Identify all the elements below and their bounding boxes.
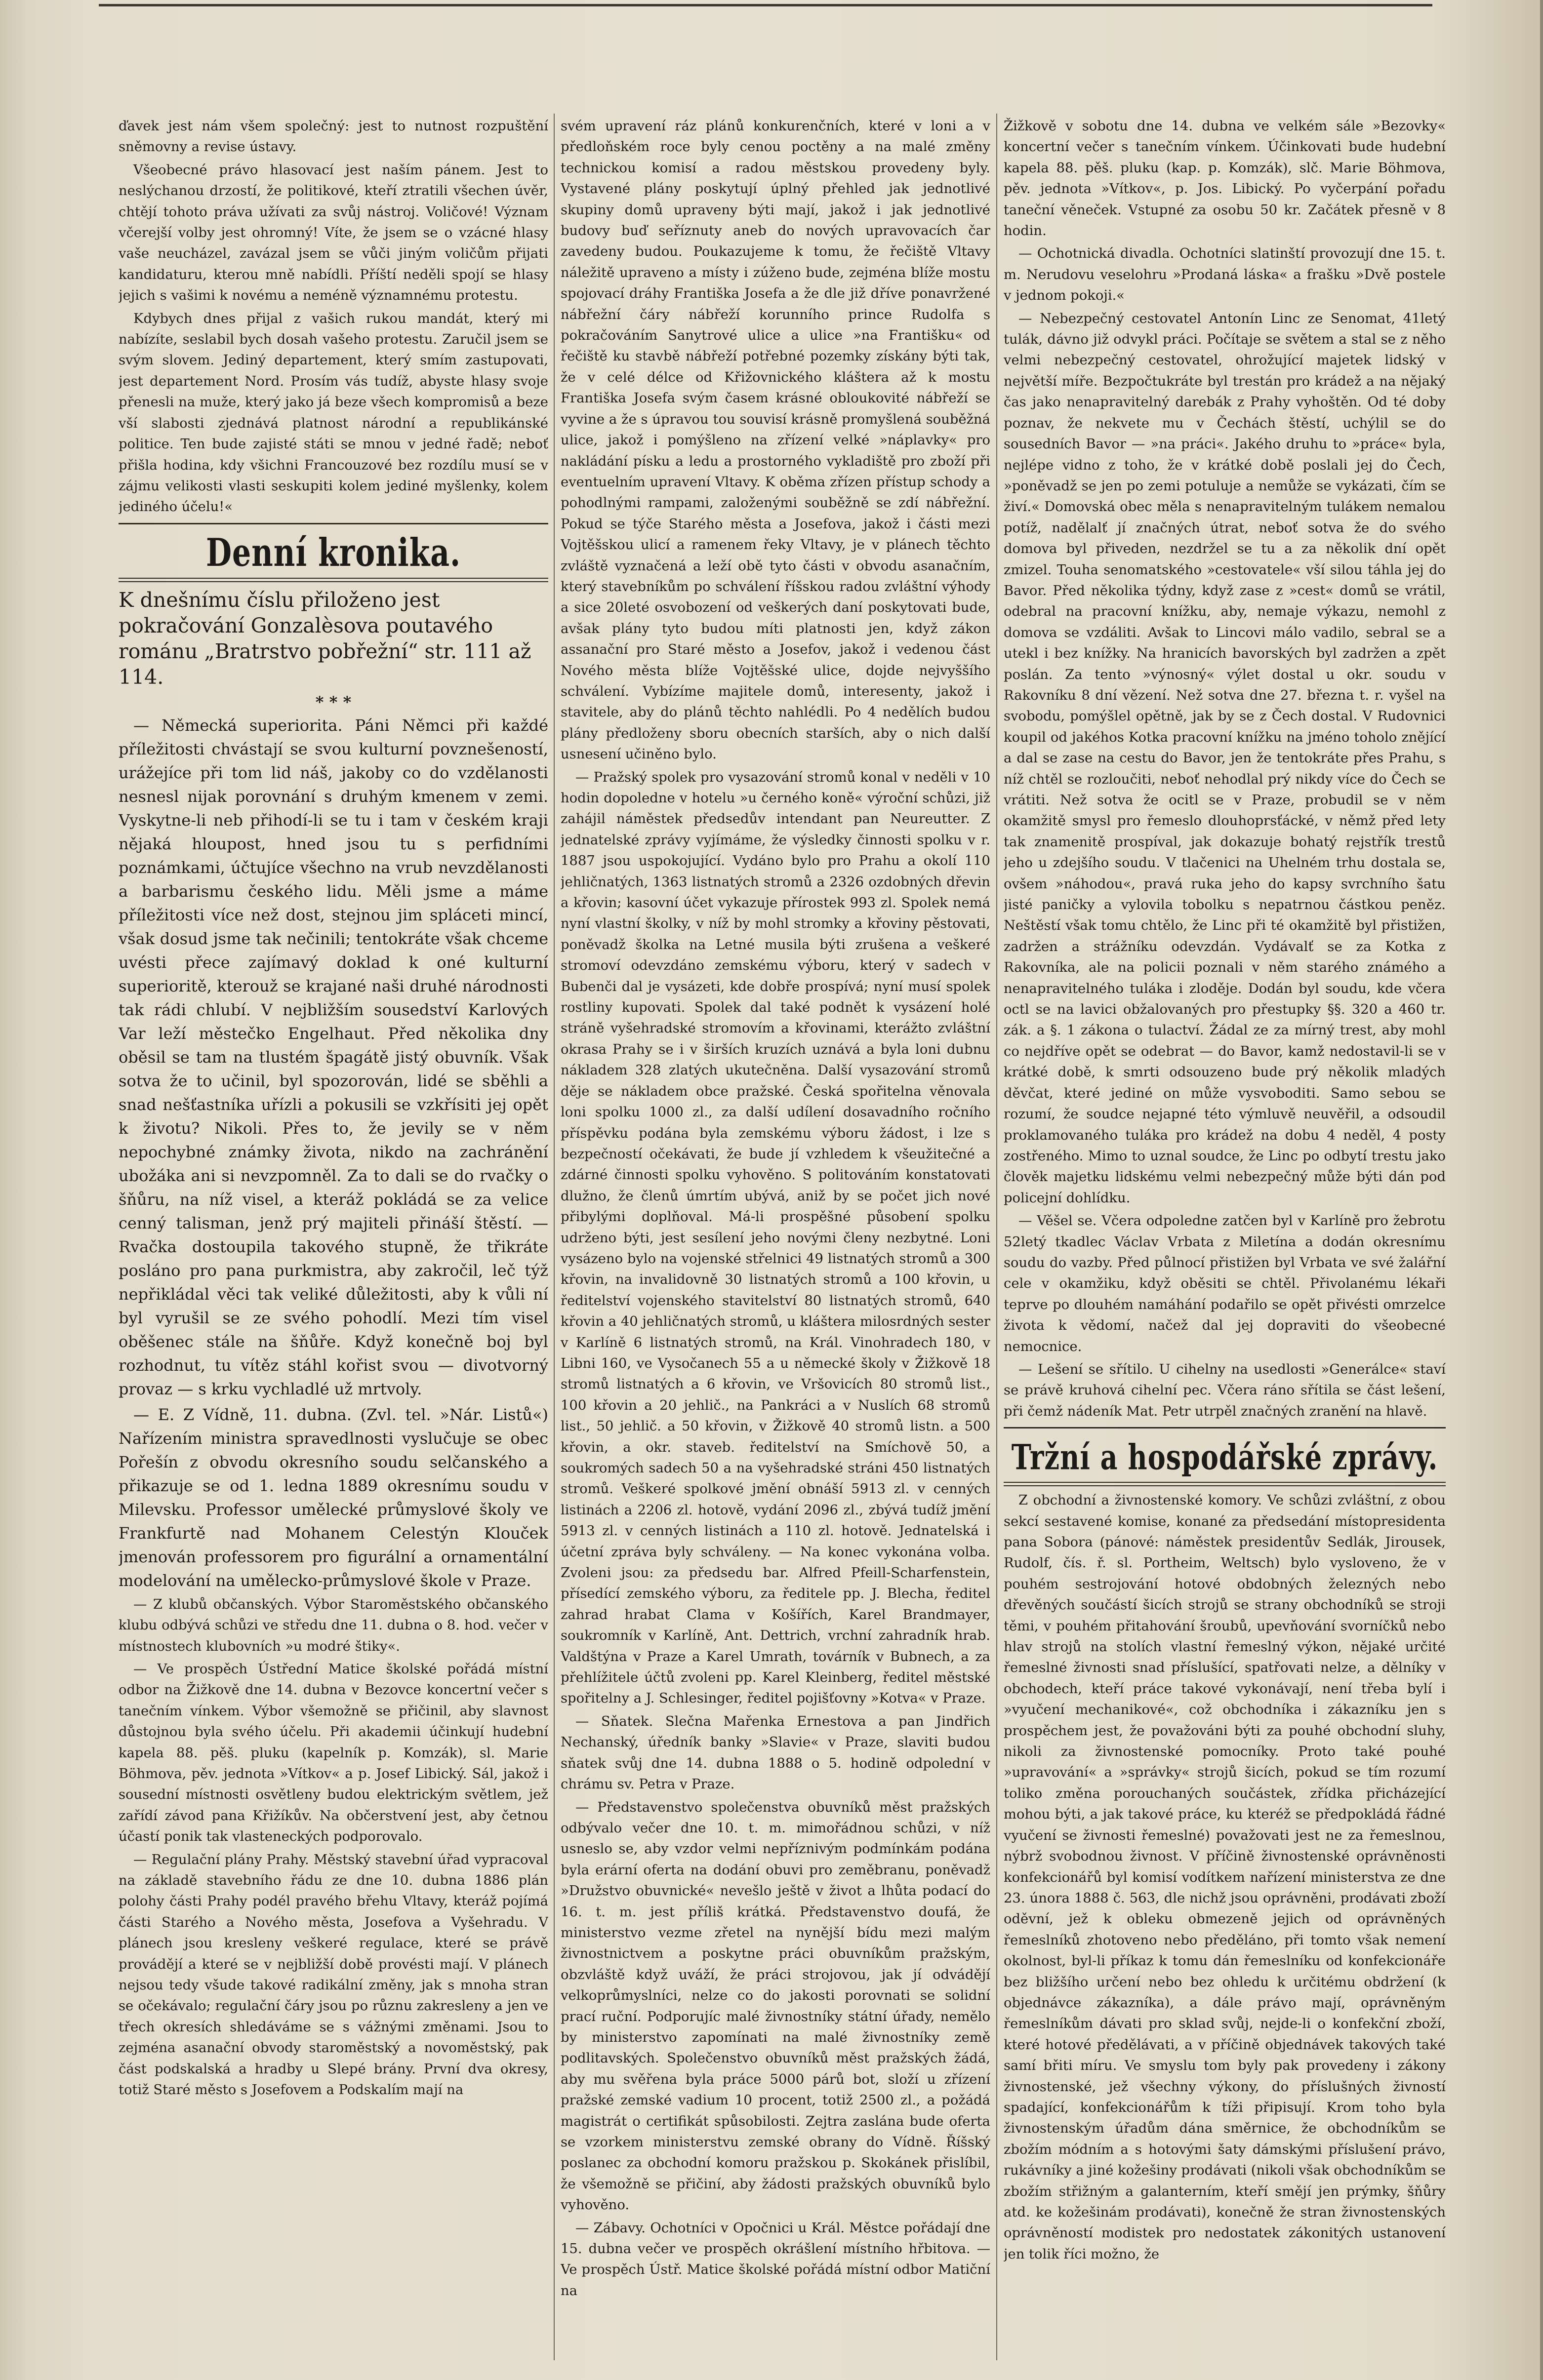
page-edge: [1540, 0, 1543, 2380]
separator-stars: * * *: [315, 692, 352, 712]
supplement-notice: K dnešnímu číslu přiloženo jest pokračování Gonzalèsova poutavého románu „Bratrstvo pobřežní“ str. 111 až 114.: [119, 588, 531, 689]
article-regulation-plans: — Regulační plány Prahy. Městský stavební úřad vypracoval na základě stavebního řádu ze dne 10. dubna 1886 plán polohy části Prahy podél pravého břehu Vltavy, kteráž pojímá části Starého a Nového města, Josefova a Vyšehradu. V plánech jsou kresleny veškeré regulace, které se právě provádějí a které se v nejbližší době provésti mají. V plánech nejsou tedy všude takové radikální změny, jak s mnoha stran se očekávalo; regulační čáry jsou po různu zakresleny a jen ve třech okresích shledáváme se s vážnými změnami. Jsou to zejména asanační obvody staroměstský a novoměstský, pak část podskalská a hradby u Slepé brány. První dva okresy, totiž Staré město s Josefovem a Podskalím mají na: [119, 1852, 548, 2098]
column-middle: [561, 116, 990, 2365]
article-dangerous-traveller: — Nebezpečný cestovatel Antonín Linc ze Senomat, 41letý tulák, dávno již odvykl práci. Počítaje se světem a stal se z něho velmi nebezpečný cestovatel, ohrožující majetek lidský v největší míře. Bezpočtukráte byl trestán pro krádež a na nějaký čas jako nenapravitelný darebák z Prahy vyhoštěn. Od té doby poznav, že nekvete mu v Čechách štěstí, uchýlil se do sousedních Bavor — »na práci«. Jakého druhu to »práce« byla, nejlépe vidno z toho, že v krátké době poslali jej do Čech, »poněvadž se jen po zemi potuluje a nemůže se vykázati, čím se živí.« Domovská obec měla s nenapravitelným tulákem nemalou potíž, nadělalť jí značných útrat, neboť sotva že do svého domova byl přiveden, nezdržel se tu a za několik dní opět zmizel. Touha senomatského »cestovatele« vší silou táhla jej do Bavor. Před několika týdny, když zase z »cest« domů se vrátil, odebral na pracovní knížku, aby, nemaje výkazu, nemohl z domova se vzdáliti. Avšak to Lincovi málo vadilo, sebral se a utekl i bez knížky. Na hranicích bavorských byl zadržen a zpět poslán. Za tento »výnosný« výlet dostal u okr. soudu v Rakovníku 8 dní vězení. Než sotva dne 27. března t. r. vyšel na svobodu, pomýšlel opětně, jak by se z Čech dostal. V Rudovnici koupil od jakéhos Kotka pracovní knížku na jméno toholo znějící a dal se zase na cestu do Bavor, jen že tentokráte přes Prahu, s níž chtěl se rozloučiti, neboť nehodlal prý nikdy více do Čech se vrátiti. Než sotva že ocitl se v Praze, probudil se v něm okamžitě smysl pro řemeslo dlouhoprsťácké, v němž před lety tak znamenitě prospíval, jak dokazuje bohatý rejstřík trestů jeho u zdejšího soudu. V tlačenici na Uhelném trhu dostala se, ovšem »náhodou«, pravá ruka jeho do kapsy svrchního šatu jisté paničky a vylovila tobolku s nepatrnou částkou peněz. Neštěstí však tomu chtělo, že Linc při té okamžitě byl přistižen, zadržen a strážníku odevzdán. Vydávalť se za Kotka z Rakovníka, ale na policii poznali v něm starého známého a nenapravitelného tuláka i zloděje. Dodán byl soudu, kde včera octl se na lavici obžalovaných pro přestupky §§. 320 a 460 tr. zák. a §. 1 zákona o tulactví. Žádal ze za mírný trest, aby mohl co nejdříve opět se odebrat — do Bavor, kamž nedostavil-li se v krátké době, k smrti odsouzeno bude prý několik mladých děvčat, které jediné on může vysvoboditi. Samo sebou se rozumí, že soudce nejapné této výmluvě neuvěřil, a odsoudil proklamovaného tuláka pro krádež na dobu 4 neděl, 4 posty zostřeného. Mimo to uznal soudce, že Linc po odbytí trestu jako člověk majetku lidskému velmi nebezpečný může býti dán pod policejní dohlídku.: [1004, 311, 1446, 1206]
top-rule: [99, 4, 1432, 6]
paragraph: Kdybych dnes přijal z vašich rukou mandát, který mi nabízíte, seslabil bych dosah vašeho protestu. Zaručil jsem se svým slovem. Jediný departement, který smím zastupovati, jest departement Nord. Prosím vás tudíž, abyste hlasy svoje přenesli na muže, který jako já beze všech kompromisů a beze vší slabosti zjednává platnost národní a republikánské politice. Ten bude zajisté státi se mnou v jedné řadě; neboť přišla hodina, kdy všichni Francouzové bez rozdílu musí se v zájmu velikosti vlasti seskupiti kolem jediné myšlenky, kolem jediného účelu!«: [119, 311, 548, 515]
column-left: [119, 116, 548, 2365]
article-wedding: — Sňatek. Slečna Mařenka Ernestova a pan Jindřich Nechanský, úředník banky »Slavie« v Praze, slaviti budou sňatek svůj dne 14. dubna 1888 o 5. hodině odpolední v chrámu sv. Petra v Praze.: [561, 1713, 990, 1792]
section-divider: [119, 578, 548, 582]
paragraph-intro: ďavek jest nám všem společný: jest to nutnost rozpuštění sněmovny a revise ústavy.: [119, 119, 548, 155]
article-hanged-himself: — Věšel se. Včera odpoledne zatčen byl v Karlíně pro žebrotu 52letý tkadlec Václav Vrbata z Miletína a dodán okresnímu soudu do vazby. Před půlnocí přistižen byl Vrbata ve své žalářní cele v okamžiku, když oběsiti se chtěl. Přivolanému lékaři teprve po dlouhém namáhání podařilo se opět přivésti omrzelce života k vědomí, načež dal jej dopraviti do všeobecné nemocnice.: [1004, 1213, 1446, 1354]
article-german-superiority: — Německá superiorita. Páni Němci při každé příležitosti chvástají se svou kulturní povznešeností, urážejíce při tom lid náš, jakoby co do vzdělanosti nesnesl nijak porovnání s druhým kmenem v zemi. Vyskytne-li neb přihodí-li se tu i tam v českém kraji nějaká hloupost, hned jsou tu s perfidními poznámkami, účtujíce všechno na vrub nevzdělanosti a barbarismu českého lidu. Měli jsme a máme příležitosti více než dost, stejnou jim spláceti mincí, však dosud jsme tak nečinili; tentokráte však chceme uvésti přece zajímavý doklad k oné kulturní superioritě, kterouž se krajané naši druhé národnosti tak rádi chlubí. V nejbližším sousedství Karlových Var leží městečko Engelhaut. Před několika dny oběsil se tam na tlustém špagátě jistý obuvník. Však sotva že to učinil, byl spozorován, lidé se sběhli a snad nešťastníka uřízli a pokusili se vzkřísiti jej opět k životu? Nikoli. Přes to, že jevily se v něm nepochybné známky života, nikdo na zachránění ubožáka ani si nevzpomněl. Za to dali se do rvačky o šňůru, na níž visel, a kteráž pokládá se za velice cenný talisman, jenž prý majiteli přináší štěstí. — Rvačka dostoupila takového stupně, že třikráte posláno pro pana purkmistra, aby zakročil, leč týž nepřikládal věci tak veliké důležitosti, aby k vůli ní byl vyrušil se ze svého pohodlí. Mezi tím visel oběšenec stále na šňůře. Když konečně boj byl rozhodnut, tu vítěz stáhl kořist svou — divotvorný provaz — s krku vychladlé už mrtvoly.: [119, 715, 548, 1398]
article-amateur-theatre: — Ochotnická divadla. Ochotníci slatinští provozují dne 15. t. m. Nerudovu veselohru »Prodaná láska« a frašku »Dvě postele v jednom pokoji.«: [1004, 246, 1446, 304]
section-divider: [119, 523, 548, 524]
article-tree-planting-society: — Pražský spolek pro vysazování stromů konal v neděli v 10 hodin dopoledne v hotelu »u černého koně« výroční schůzi, již zahájil náměstek předsedův intendant pan Neureutter. Z jednatelské zprávy vyjímáme, že výsledky činnosti spolku v r. 1887 jsou uspokojující. Vydáno bylo pro Prahu a okolí 110 jehličnatých, 1363 listnatých stromů a 2326 ozdobných dřevin a křovin; kasovní účet vykazuje přírostek 993 zl. Spolek nemá nyní vlastní školky, v níž by mohl stromky a křoviny pěstovati, poněvadž školka na Letné musila býti zrušena a veškeré stromoví odevzdáno zemskému výboru, který v sadech v Bubenči dal je vysázeti, kde dobře prospívá; nyní musí spolek rostliny kupovati. Spolek dal také podnět k vysázení holé stráně vyšehradské stromovím a křovinami, kterážto zvláštní okrasa Prahy se i v širších kruzích uznává a byla loni dubnu nákladem 328 zlatých ukutečněna. Další vysazování stromů děje se nákladem obce pražské. Česká spořitelna věnovala loni spolku 1000 zl., za další udílení dosavadního ročního příspěvku podána byla zemskému výboru žádost, i lze s bezpečností očekávati, že bude jí vzhledem k všeužitečné a zdárné činnosti spolku vyhověno. S politováním konstatovati dlužno, že členů úmrtím ubývá, aniž by se počet jich nové přibylými doplňoval. Má-li prospěšné působení spolku udrženo býti, jest sesílení jeho novými členy nezbytné. Loni vysázeno bylo na vojenské střelnici 49 listnatých stromů a 300 křovin, na invalidovně 30 listnatých stromů a 100 křovin, u ředitelství vojenského stavitelství 80 listnatých stromů, 640 křovin a 40 jehličnatých stromů, u kláštera milosrdných sester v Karlíně 6 listnatých stromů, na Král. Vinohradech 180, v Libni 160, ve Vysočanech 55 a u německé školy v Žižkově 18 stromů listnatých a 6 křovin, ve Vršovicích 80 stromů list., 100 křovin a 20 jehlič., na Pankráci a v Nuslích 68 stromů list., 50 jehlič. a 50 křovin, v Žižkově 40 stromů listn. a 500 křovin, a okr. staveb. ředitelství na Smíchově 50, a soukromých sadech 50 a na vyšehradské stráni 450 listnatých stromů. Veškeré spolkové jmění obnáší 5913 zl. v cenných listinách a 2206 zl. hotově, vydání 2096 zl., zbývá tudíž jmění 5913 zl. v cenných listinách a 110 zl. hotově. Jednatelská i účetní zpráva byly schváleny. — Na konec vykonána volba. Zvoleni jsou: za předsedu bar. Alfred Pfeill-Scharfenstein, přísedící zemského výboru, za ředitele pp. J. Blecha, ředitel zahrad hrabat Clama v Košířích, Karel Brandmayer, soukromník v Karlíně, Ant. Dettrich, vrchní zahradník hrab. Valdštýna v Praze a Karel Umrath, továrník v Bubnech, a za přehlížitele účtů zvoleni pp. Karel Kleinberg, ředitel městské spořitelny a J. Schlesinger, ředitel pojišťovny »Kotva« v Praze.: [561, 769, 990, 1706]
article-scaffold-collapse: — Lešení se sřítilo. U cihelny na usedlosti »Generálce« staví se právě kruhová cihelní pec. Včera ráno sřítila se část lešení, při čemž nádeník Mat. Petr utrpěl značných zranění na hlavě.: [1004, 1361, 1446, 1419]
section-divider: [1004, 1427, 1446, 1428]
article-regulation-plans-cont: svém upravení ráz plánů konkurenčních, které v loni a v předloňském roce byly cenou poctěny a na malé změny technickou komisí a radou městskou provedeny byly. Vystavené plány poskytují úplný přehled jak jednotlivé skupiny domů upraveny býti mají, jakož i jak jednotlivé budovy buď seříznuty aneb do nových upravovacích čar zavedeny budou. Poukazujeme k tomu, že řečiště Vltavy náležitě upraveno a místy i zúženo bude, zejména blíže mostu spojovací dráhy Františka Josefa a že dle již dříve ponavržené nábřežní čáry nábřeží korunního prince Rudolfa s pokračováním Sanytrové ulice a ulice »na Františku« od řečiště ku stavbě nábřeží potřebné pozemky získány býti tak, že v celé délce od Křižovnického kláštera až k mostu Františka Josefa svým časem krásné obloukovité nábřeží se vyvine a že s úpravou tou souvisí krásně promyšlená souběžná ulice, jakož i pomýšleno na zřízení velké »náplavky« pro nakládání písku a ledu a prostorného vykladiště pro zboží při eventuelním upravení Vltavy. K oběma zřízen přístup schody a pohodlnými rampami, založenými souběžně se zdí nábřežní. Pokud se týče Starého města a Josefova, jakož i části mezi Vojtěšskou ulicí a ramenem řeky Vltavy, je v plánech těchto zvláště vyznačená a leží obě tyto části v obvodu asanačním, který stavebníkům po schválení říšskou radou zvláštní výhody a sice 20leté osvobození od veškerých daní poskytovati bude, avšak plány tyto budou míti platnosti jen, když zákon assanační pro Staré město a Josefov, jakož i vedenou část Nového města blíže Vojtěšské ulice, dojde nejvyššího schválení. Vybízíme majitele domů, interesenty, jakož i stavitele, aby do plánů těchto nahlédli. Po 4 nedělích budou plány předloženy sboru obecních starších, aby o nich další usnesení učiněno bylo.: [561, 119, 990, 762]
article-entertainment-cont: Žižkově v sobotu dne 14. dubna ve velkém sále »Bezovky« koncertní večer s tanečním vínkem. Účinkovati bude hudební kapela 88. pěš. pluku (kap. p. Komzák), slč. Marie Böhmova, pěv. jednota »Vítkov«, p. Jos. Libický. Po vyčerpání pořadu taneční věneček. Vstupné za osobu 50 kr. Začátek přesně v 8 hodin.: [1004, 119, 1446, 239]
section-title-market-reports: Tržní a hospodářské zprávy.: [1011, 1436, 1438, 1478]
column-rule: [554, 114, 555, 2360]
section-title-daily-chronicle: Denní kronika.: [205, 530, 461, 576]
section-divider: [1004, 1482, 1446, 1486]
column-right: [1004, 116, 1446, 2365]
article-chamber-of-commerce: Z obchodní a živnostenské komory. Ve schůzi zvláštní, z obou sekcí sestavené komise, konané za předsedání místopresidenta pana Sobora (pánové: náměstek presidentův Sedlák, Jirousek, Rudolf, čís. ř. sl. Portheim, Weltsch) bylo vysloveno, že v pouhém sestrojování hotové obdobných železných nebo dřevěných součástí šicích strojů se strany obchodníků se stroji těmi, v pouhém přitahování šroubů, upevňování svorníčků nebo hlav strojů na stolích vlastní řemeslný výkon, nějaké určité řemeslné živnosti snad příslušící, spatřovati nelze, a dělníky v obchodech, kteří práce takové vykonávají, není třeba bylí i »vyučení mechanikové«, což obchodníka i zákazníku jen s prospěchem jest, že považováni býti za pouhé obchodní sluhy, nikoli za živnostenské pomocníky. Proto také pouhé »upravování« a »správky« strojů šicích, pokud se tím rozumí toliko změna porouchaných součástek, zřídka přicházející mohou býti, a jak takové práce, ku kteréž se předpokládá řádné vyučení se živnosti řemeslné) považovati jest ne za řemeslnou, nýbrž svobodnou živnost. V příčině živnostenské oprávněnosti konfekcionářů byl komisí vodítkem nařízení ministerstva ze dne 23. února 1888 č. 563, dle nichž jsou oprávněni, prodávati zboží oděvní, jež k obleku obmezeně jejich od oprávněných řemeslníků zhotoveno nebo předěláno, při tomto však nemení okolnost, byl-li příkaz k tomu dán řemeslníku od konfekcionáře bez bližšího určení nebo bez ohledu k určitému obdržení (k objednávce zákazníka), a dále právo mají, oprávněným řemeslníkům dávati pro sklad svůj, nejde-li o konfekční zboží, které hotové předělávati, a v příčině objednávek takových také samí břiti míru. Ve smyslu tom byly pak provedeny i zákony živnostenské, jež všechny výkony, do příslušných živností spadající, konfekcionářům k tíži připisují. Krom toho byla živnostenským úřadům dána směrnice, že obchodníkům se zbožím módním a s hotovými šaty dámskými příslušení právo, rukávníky a jiné kožešiny prodávati (nikoli však obchodníkům se zbožím střižným a galanterním, kteří smějí jen prýmky, šňůry atd. ke kožešinám prodávati), konečně že stran živnostenských oprávněností modistek pro nedostatek zákonitých ustanovení jen tolik říci možno, že: [1004, 1493, 1446, 2262]
article-entertainment: — Zábavy. Ochotníci v Opočnici u Král. Městce pořádají dne 15. dubna večer ve prospěch okrášlení místního hřbitova. — Ve prospěch Ústř. Matice školské pořádá místní odbor Matiční na: [561, 2220, 990, 2299]
article-shoemakers-guild: — Představenstvo společenstva obuvníků měst pražských odbývalo večer dne 10. t. m. mimořádnou schůzi, v níž usneslo se, aby vzdor velmi nepříznivým podmínkám podána byla erární oferta na dodání obuvi pro zeměbranu, poněvadž »Družstvo obuvnické« nevešlo ještě v život a lhůta podací do 16. t. m. jest příliš krátká. Představenstvo doufá, že ministerstvo vezme zřetel na nynější bídu mezi malým živnostnictvem a poskytne práci obuvníkům pražským, obzvláště když uváží, že práci strojovou, jak jí odvádějí velkoprůmyslníci, nelze co do jakosti porovnati se solidní prací ruční. Podporujíc malé živnostníky státní úřady, nemělo by ministerstvo zapomínati na malé živnostníky země podlitavských. Společenstvo obuvníků měst pražských žádá, aby mu svěřena byla práce 5000 párů bot, složí u zřízení pražské zemské vadium 10 procent, totiž 2500 zl., a požádá magistrát o certifikát spůsobilosti. Zejtra zaslána bude oferta se vzorkem ministerstvu zemské obrany do Vídně. Říšský poslanec za obchodní komoru pražskou p. Skokánek přislíbil, že všemožně se přičiní, aby žádosti pražských obuvníků bylo vyhověno.: [561, 1799, 990, 2213]
article-school-matice: — Ve prospěch Ústřední Matice školské pořádá místní odbor na Žižkově dne 14. dubna v Bezovce koncertní večer s tanečním vínkem. Výbor všemožně se přičinil, aby slavnost důstojnou byla svého účelu. Při akademii účinkují hudební kapela 88. pěš. pluku (kapelník p. Komzák), sl. Marie Böhmova, pěv. jednota »Vítkov« a p. Josef Libický. Sál, jakož i sousední místnosti osvětleny budou elektrickým světlem, jež zařídí závod pana Křižíkův. Na občerstvení jest, aby četnou účastí ponik tak vlasteneckých podporovalo.: [119, 1661, 548, 1845]
paragraph: Všeobecné právo hlasovací jest naším pánem. Jest to neslýchanou drzostí, že politikové, kteří ztratili všechen úvěr, chtějí tohoto práva užívati za svůj nástroj. Voličové! Význam včerejší volby jest ohromný! Víte, že jsem se o vzácné hlasy vaše neucházel, zavázal jsem se vůči jiným voličům přijati kandidaturu, kterou mně nabídli. Příští neděli spojí se hlasy jejich s vašimi k novému a neméně významnému protestu.: [119, 162, 548, 304]
article-vienna-telegram: — E. Z Vídně, 11. dubna. (Zvl. tel. »Nár. Listů«) Nařízením ministra spravedlnosti vyslučuje se obec Pořešín z obvodu okresního soudu selčanského a přikazuje se od 1. ledna 1889 okresnímu soudu v Milevsku. Professor umělecké průmyslové školy ve Frankfurtě nad Mohanem Celestýn Klouček jmenován professorem pro figurální a ornamentální modelování na umělecko-průmyslové škole v Praze.: [119, 1405, 548, 1590]
article-citizen-clubs: — Z klubů občanských. Výbor Staroměstského občanského klubu odbývá schůzi ve středu dne 11. dubna o 8. hod. večer v místnostech klubovních »u modré štiky«.: [119, 1596, 548, 1654]
column-rule: [996, 114, 997, 2360]
